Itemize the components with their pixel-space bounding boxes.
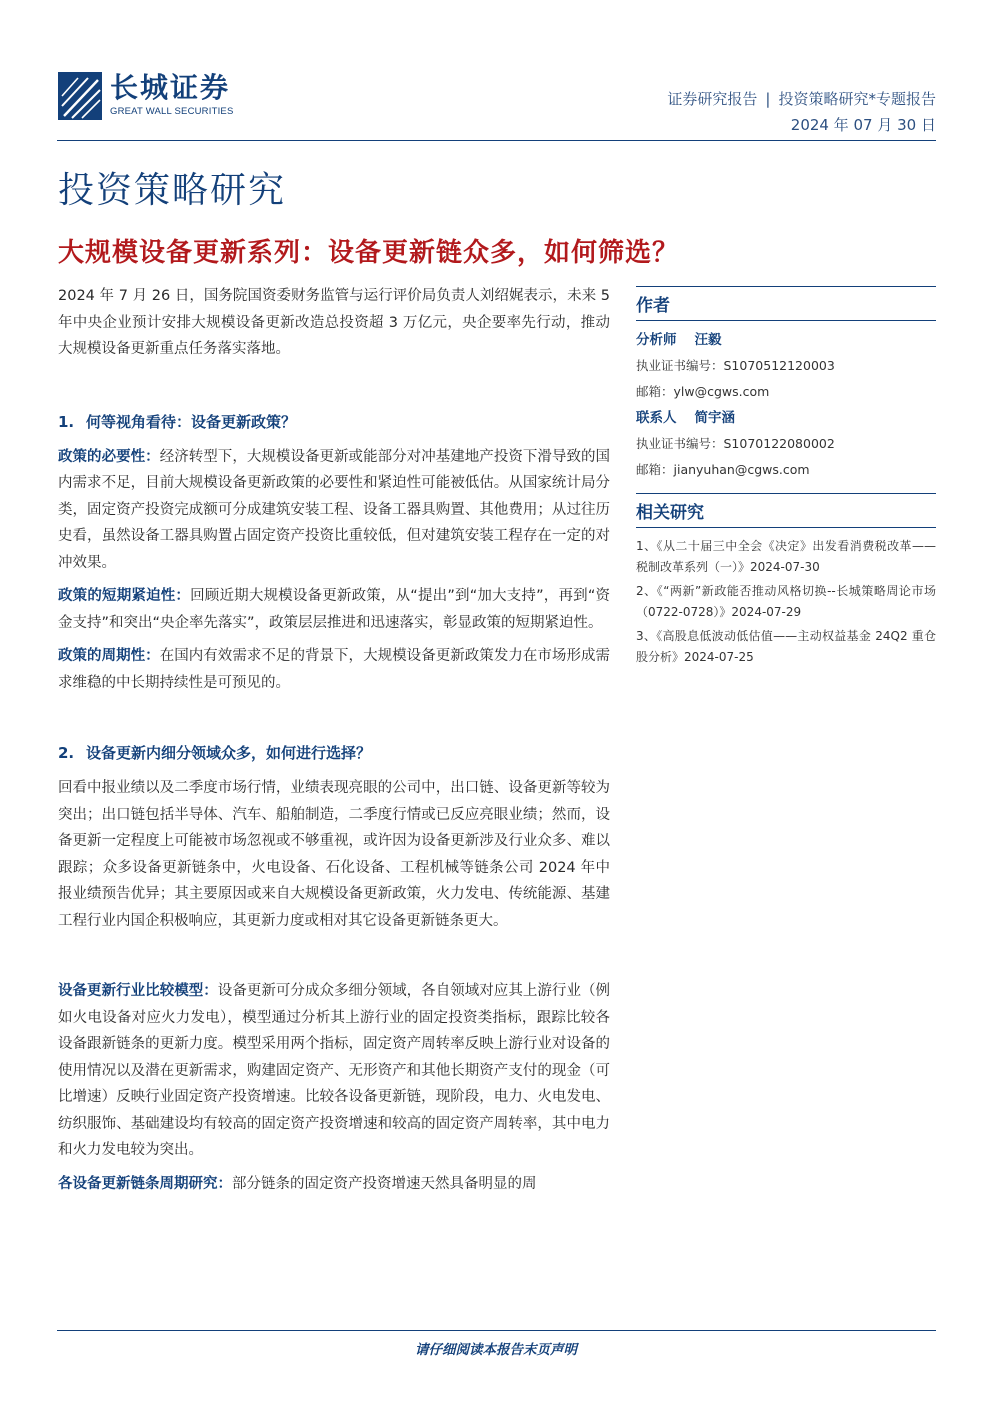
footer-divider xyxy=(57,1330,936,1331)
s1-cyclicality-text: 在国内有效需求不足的背景下，大规模设备更新政策发力在市场形成需求维稳的中长期持续性是可预见的。 xyxy=(58,648,611,691)
s1-paragraph-necessity xyxy=(58,444,610,577)
section-2-heading xyxy=(58,742,610,763)
contact-name: 简宇涵 xyxy=(694,410,735,426)
section-1-title: 何等视角看待：设备更新政策？ xyxy=(86,412,297,431)
section-2-title: 设备更新内细分领域众多，如何进行选择？ xyxy=(86,744,372,762)
s2-paragraph: 回看中报业绩以及二季度市场行情，业绩表现亮眼的公司中，出口链、设备更新等较为突出；出口链包括半导体、汽车、船舶制造，二季度行情或已反应亮眼业绩；然而，设备更新一定程度上可能被市场忽视或不够重视，或许因为设备更新涉及行业众多、难以跟踪；众多设备更新链条中，火电设备、石化设备、工程机械等链条公司 2024 年中报业绩预告优异；其主要原因或来自大规模设备更新政策，火力发电、传统能源、基建工程行业内国企积极响应，其更新力度或相对其它设备更新链条更大。 xyxy=(58,780,610,929)
analyst-email[interactable]: 邮箱：ylw@cgws.com xyxy=(636,384,770,399)
footer-disclaimer: 请仔细阅读本报告末页声明 xyxy=(415,1342,577,1358)
contact-row xyxy=(636,405,936,431)
s1-necessity-lead: 政策的必要性： xyxy=(58,448,160,465)
s1-paragraph-urgency xyxy=(58,583,610,636)
sidebar xyxy=(636,286,936,671)
s1-urgency-lead: 政策的短期紧迫性： xyxy=(58,588,191,604)
report-date: 2024 年 07 月 30 日 xyxy=(790,116,936,134)
related-research-item[interactable]: 3、《高股息低波动低估值——主动权益基金 24Q2 重仓股分析》2024-07-25 xyxy=(636,629,936,664)
contact-role: 联系人 xyxy=(636,410,677,426)
s3-model-text: 设备更新可分成众多细分领域，各自领域对应其上游行业（例如火电设备对应火力发电），模型通过分析其上游行业的固定投资类指标，跟踪比较各设备跟新链条的更新力度。模型采用两个指标，固定资产周转率反映上游行业对设备的使用情况以及潜在更新需求，购建固定资产、无形资产和其他长期资产支付的现金（可比增速）反映行业固定资产投资增速。比较各设备更新链，现阶段，电力、火电发电、纺织服饰、基础建设均有较高的固定资产投资增速和较高的固定资产周转率，其中电力和火力发电较为突出。 xyxy=(58,983,610,1158)
analyst-name: 汪毅 xyxy=(694,332,722,348)
logo-english-name: GREAT WALL SECURITIES xyxy=(110,106,234,117)
analyst-row xyxy=(636,327,936,353)
s3-model-lead: 设备更新行业比较模型： xyxy=(58,983,218,999)
s3-cycle-text: 部分链条的固定资产投资增速天然具备明显的周 xyxy=(232,1175,537,1192)
report-type-separator: | xyxy=(765,90,771,108)
great-wall-logo-icon xyxy=(58,72,102,120)
analyst-role: 分析师 xyxy=(636,332,677,348)
section-2-number: 2. xyxy=(58,744,75,762)
related-research-heading: 相关研究 xyxy=(636,493,936,528)
report-type xyxy=(667,88,936,109)
s3-cycle-lead: 各设备更新链条周期研究： xyxy=(58,1175,232,1192)
s3-paragraph-cycle xyxy=(58,1171,610,1198)
logo-chinese-name: 长城证券 xyxy=(110,71,231,104)
s1-cyclicality-lead: 政策的周期性： xyxy=(58,648,160,664)
s1-urgency-text: 回顾近期大规模设备更新政策，从“提出”到“加大支持”，再到“资金支持”和突出“央企率先落实”，政策层层推进和迅速落实，彰显政策的短期紧迫性。 xyxy=(58,588,611,631)
related-research-item[interactable]: 1、《从二十届三中全会《决定》出发看消费税改革——税制改革系列（一）》2024-07-30 xyxy=(636,539,936,574)
s1-paragraph-cyclicality xyxy=(58,643,610,696)
analyst-cert: 执业证书编号：S1070512120003 xyxy=(636,358,835,373)
contact-cert: 执业证书编号：S1070122080002 xyxy=(636,436,835,451)
page-title: 投资策略研究 xyxy=(58,170,287,211)
s3-paragraph-model xyxy=(58,978,610,1164)
authors-heading: 作者 xyxy=(636,286,936,321)
page-header xyxy=(0,0,992,150)
main-content xyxy=(58,283,610,1197)
report-type-right: 投资策略研究*专题报告 xyxy=(778,90,936,108)
s1-necessity-text: 经济转型下，大规模设备更新或能部分对冲基建地产投资下滑导致的国内需求不足，目前大规模设备更新政策的必要性和紧迫性可能被低估。从国家统计局分类，固定资产投资完成额可分成建筑安装工程、设备工器具购置、其他费用；从过往历史看，虽然设备工器具购置占固定资产投资比重较低，但对建筑安装工程存在一定的对冲效果。 xyxy=(58,448,611,571)
section-1-number: 1. xyxy=(58,412,75,431)
section-1-heading xyxy=(58,411,610,432)
report-type-left: 证券研究报告 xyxy=(667,90,758,108)
related-research-item[interactable]: 2、《“两新”新政能否推动风格切换--长城策略周论市场（0722-0728）》2024-07-29 xyxy=(636,584,936,619)
contact-email[interactable]: 邮箱：jianyuhan@cgws.com xyxy=(636,462,810,477)
company-logo xyxy=(58,72,234,120)
intro-paragraph: 2024 年 7 月 26 日，国务院国资委财务监管与运行评价局负责人刘绍娓表示，未来 5 年中央企业预计安排大规模设备更新改造总投资超 3 万亿元，央企要率先行动，推动大规模设备更新重点任务落实落地。 xyxy=(58,288,610,357)
related-research-list xyxy=(636,536,936,668)
report-subtitle: 大规模设备更新系列：设备更新链众多，如何筛选？ xyxy=(58,238,680,268)
header-divider xyxy=(57,140,936,141)
